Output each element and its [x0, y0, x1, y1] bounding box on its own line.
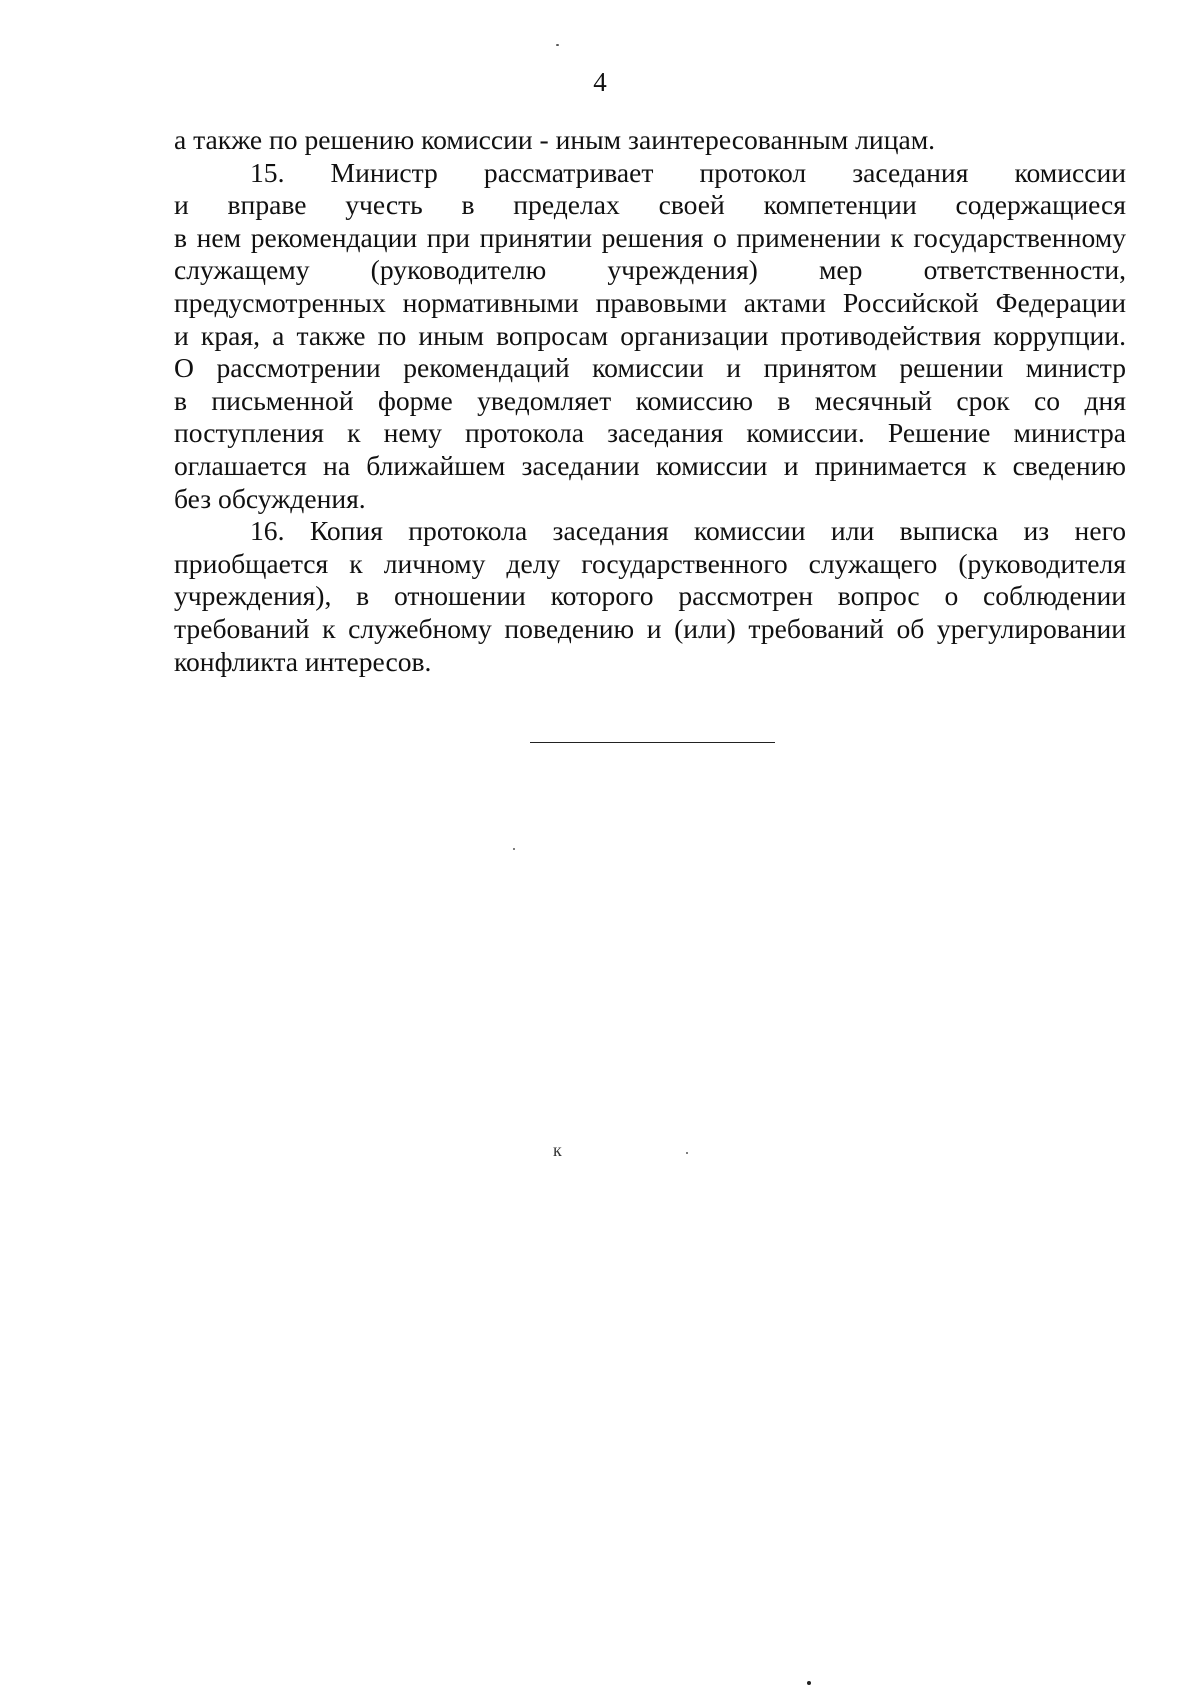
text-line: а также по решению комиссии - иным заинтересованным лицам. — [174, 124, 936, 155]
paragraph-16-first-line: 16. Копия протокола заседания комиссии или выписка из него — [250, 515, 1126, 547]
text-line: без обсуждения. — [174, 482, 366, 514]
text-line: поступления к нему протокола заседания комиссии. Решение министра — [174, 417, 1126, 449]
text-line: и края, а также по иным вопросам организации противодействия коррупции. — [174, 319, 1126, 351]
page-number: 4 — [593, 67, 607, 97]
end-rule — [530, 742, 775, 743]
text-line: в письменной форме уведомляет комиссию в месячный срок со дня — [174, 384, 1126, 416]
stray-mark: к — [553, 1140, 562, 1160]
text-line: приобщается к личному делу государственного служащего (руководителя — [174, 547, 1126, 579]
scan-speck — [686, 1152, 688, 1154]
text-line: служащему (руководителю учреждения) мер ответственности, — [174, 254, 1126, 286]
text-line: О рассмотрении рекомендаций комиссии и принятом решении министр — [174, 352, 1126, 384]
scan-speck — [513, 848, 515, 850]
text-line: предусмотренных нормативными правовыми актами Российской Федерации — [174, 286, 1126, 318]
text-line: конфликта интересов. — [174, 645, 432, 677]
text-line: оглашается на ближайшем заседании комиссии и принимается к сведению — [174, 449, 1126, 481]
scan-speck — [807, 1681, 811, 1685]
text-line: учреждения), в отношении которого рассмотрен вопрос о соблюдении — [174, 580, 1126, 612]
text-line: и вправе учесть в пределах своей компетенции содержащиеся — [174, 189, 1126, 221]
scan-speck — [556, 44, 559, 46]
text-line: требований к служебному поведению и (или) требований об урегулировании — [174, 612, 1126, 644]
paragraph-15-first-line: 15. Министр рассматривает протокол заседания комиссии — [250, 156, 1126, 188]
document-body — [174, 124, 1126, 678]
text-line: в нем рекомендации при принятии решения о применении к государственному — [174, 221, 1126, 253]
